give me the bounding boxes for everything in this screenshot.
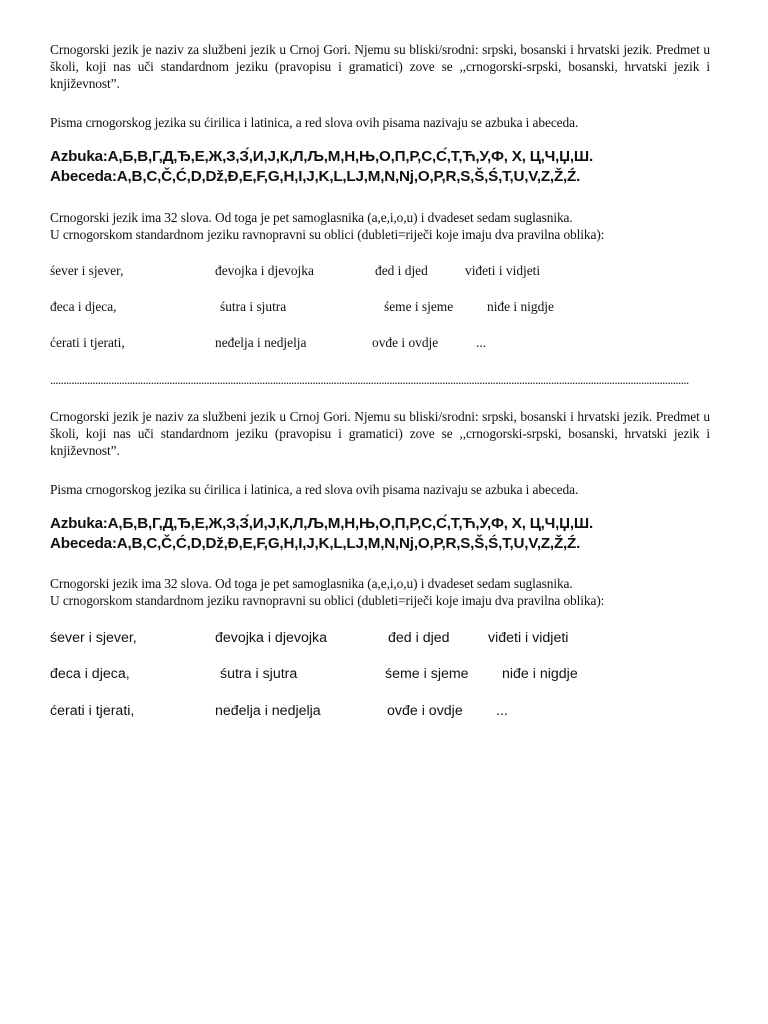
- doublet-pair: ćerati i tjerati,: [50, 703, 135, 719]
- azbuka-line: Azbuka:А,Б,В,Г,Д,Ђ,Е,Ж,З,З́,И,Ј,К,Л,Љ,М,Н,Њ,О,П,Р,С,С́,Т,Ћ,У,Ф, Х, Ц,Ч,Џ,Ш.: [50, 148, 593, 165]
- scripts-paragraph: Pisma crnogorskog jezika su ćirilica i latinica, a red slova ovih pisama nazivaju se azbuka i abeceda.: [50, 482, 579, 497]
- scripts-paragraph: Pisma crnogorskog jezika su ćirilica i latinica, a red slova ovih pisama nazivaju se azbuka i abeceda.: [50, 115, 579, 130]
- doublet-pair: neđelja i nedjelja: [215, 335, 307, 350]
- doublet-pair: śever i sjever,: [50, 630, 137, 646]
- doublet-pair: śeme i sjeme: [385, 666, 469, 682]
- doublet-pair: śeme i sjeme: [384, 299, 454, 314]
- doublet-pair: đeca i djeca,: [50, 666, 130, 682]
- doublet-pair: ćerati i tjerati,: [50, 335, 125, 350]
- doublet-pair: ovđe i ovdje: [387, 703, 463, 719]
- intro-paragraph: Crnogorski jezik je naziv za službeni jezik u Crnoj Gori. Njemu su bliski/srodni: srpski, bosanski i hrvatski jezik. Predmet u školi, koji nas uči standardnom jeziku (pravopisu i gramatici) zove se ,,crnogorski-srpski, bosanski, hrvatski jezik i književnost”.: [50, 409, 710, 458]
- doublet-pair: śever i sjever,: [50, 263, 124, 278]
- doublet-pair: đed i djed: [375, 263, 428, 278]
- doublet-pair: đeca i djeca,: [50, 299, 117, 314]
- section-separator: .................................................................................................................................................................................................................................................: [50, 372, 689, 387]
- doublet-pair: niđe i nigdje: [487, 299, 554, 314]
- doublet-pair: neđelja i nedjelja: [215, 703, 321, 719]
- doublet-pair: ...: [476, 335, 487, 350]
- doublet-pair: niđe i nigdje: [502, 666, 578, 682]
- letters-paragraph: Crnogorski jezik ima 32 slova. Od toga je pet samoglasnika (a,e,i,o,u) i dvadeset sedam suglasnika.: [50, 576, 573, 591]
- intro-paragraph: Crnogorski jezik je naziv za službeni jezik u Crnoj Gori. Njemu su bliski/srodni: srpski, bosanski i hrvatski jezik. Predmet u školi, koji nas uči standardnom jeziku (pravopisu i gramatici) zove se ,,crnogorski-srpski, bosanski, hrvatski jezik i književnost”.: [50, 42, 710, 91]
- letters-paragraph: Crnogorski jezik ima 32 slova. Od toga je pet samoglasnika (a,e,i,o,u) i dvadeset sedam suglasnika.: [50, 210, 573, 225]
- doublet-pair: viđeti i vidjeti: [488, 630, 569, 646]
- doublet-pair: viđeti i vidjeti: [465, 263, 541, 278]
- doublet-pair: đed i djed: [388, 630, 450, 646]
- doublet-pair: ovđe i ovdje: [372, 335, 439, 350]
- doublets-paragraph: U crnogorskom standardnom jeziku ravnopravni su oblici (dubleti=riječi koje imaju dva pravilna oblika):: [50, 593, 605, 608]
- doublet-pair: śutra i sjutra: [220, 299, 287, 314]
- azbuka-line: Azbuka:А,Б,В,Г,Д,Ђ,Е,Ж,З,З́,И,Ј,К,Л,Љ,М,Н,Њ,О,П,Р,С,С́,Т,Ћ,У,Ф, Х, Ц,Ч,Џ,Ш.: [50, 515, 593, 532]
- abeceda-line: Abeceda:A,B,C,Č,Ć,D,Dž,Đ,E,F,G,H,I,J,K,L,LJ,M,N,Nj,O,P,R,S,Š,Ś,T,U,V,Z,Ž,Ź.: [50, 168, 581, 185]
- doublet-pair: śutra i sjutra: [220, 666, 298, 682]
- doublet-pair: đevojka i djevojka: [215, 630, 327, 646]
- doublet-pair: đevojka i djevojka: [215, 263, 314, 278]
- abeceda-line: Abeceda:A,B,C,Č,Ć,D,Dž,Đ,E,F,G,H,I,J,K,L,LJ,M,N,Nj,O,P,R,S,Š,Ś,T,U,V,Z,Ž,Ź.: [50, 535, 581, 552]
- doublets-paragraph: U crnogorskom standardnom jeziku ravnopravni su oblici (dubleti=riječi koje imaju dva pravilna oblika):: [50, 227, 605, 242]
- doublet-pair: ...: [496, 703, 508, 719]
